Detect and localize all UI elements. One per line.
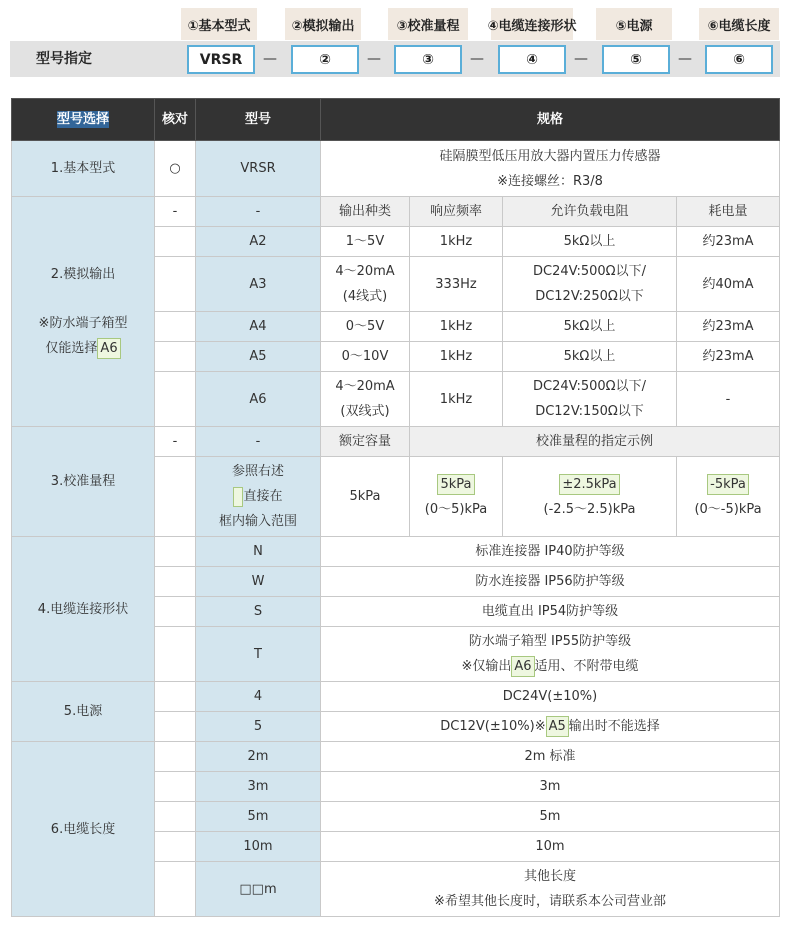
- model-code: W: [196, 567, 321, 597]
- spec-text: 硅隔膜型低压用放大器内置压力传感器: [439, 148, 661, 164]
- hint-text-inline: 直接在: [243, 489, 283, 504]
- spec-cell: [321, 862, 780, 917]
- output-cell: [321, 257, 410, 312]
- highlight-code: A5: [546, 716, 569, 737]
- category-analog: [12, 197, 155, 427]
- frequency-cell: 1kHz: [410, 372, 503, 427]
- spec-header-cable: ④电缆连接形状: [491, 8, 573, 40]
- spec-header-basic: ①基本型式: [181, 8, 257, 40]
- check-cell[interactable]: [155, 312, 196, 342]
- highlight-code: A6: [97, 338, 120, 359]
- spec-box-length[interactable]: ⑥: [705, 45, 773, 74]
- separator-dash: —: [678, 51, 692, 67]
- model-code: A4: [196, 312, 321, 342]
- separator-dash: —: [574, 51, 588, 67]
- spec-box-power[interactable]: ⑤: [602, 45, 670, 74]
- col-header-spec: 规格: [321, 99, 780, 141]
- output-cell: 0～5V: [321, 312, 410, 342]
- model-code: A5: [196, 342, 321, 372]
- category-note: [15, 336, 151, 361]
- example-cell: [677, 457, 780, 537]
- power-cell: 约23mA: [677, 342, 780, 372]
- check-cell[interactable]: [155, 682, 196, 712]
- category-cable: 4.电缆连接形状: [12, 537, 155, 682]
- subheader-frequency: 响应频率: [410, 197, 503, 227]
- category-power: 5.电源: [12, 682, 155, 742]
- check-cell[interactable]: [155, 597, 196, 627]
- load-text: DC12V:250Ω以下: [535, 289, 644, 304]
- model-code: 5: [196, 712, 321, 742]
- output-cell: 0～10V: [321, 342, 410, 372]
- spec-cell: [321, 627, 780, 682]
- output-text: 4～20mA: [335, 264, 395, 279]
- power-cell: 约23mA: [677, 312, 780, 342]
- spec-header-analog: ②模拟输出: [285, 8, 361, 40]
- hint-text: 参照右述: [231, 464, 284, 479]
- model-cell: -: [196, 427, 321, 457]
- example-cell: [503, 457, 677, 537]
- note-text: 输出时不能选择: [568, 719, 660, 734]
- check-basic[interactable]: ○: [155, 141, 196, 197]
- power-cell: -: [677, 372, 780, 427]
- spec-cell: [321, 712, 780, 742]
- subheader-output: 输出种类: [321, 197, 410, 227]
- model-code: 5m: [196, 802, 321, 832]
- power-cell: 约23mA: [677, 227, 780, 257]
- separator-dash: —: [470, 51, 484, 67]
- model-code: 4: [196, 682, 321, 712]
- spec-cell: 标准连接器 IP40防护等级: [321, 537, 780, 567]
- frequency-cell: 1kHz: [410, 312, 503, 342]
- separator-dash: —: [263, 51, 277, 67]
- check-cell[interactable]: [155, 372, 196, 427]
- example-range: (0～5)kPa: [424, 501, 488, 517]
- frequency-cell: 1kHz: [410, 227, 503, 257]
- example-value: 5kPa: [437, 474, 474, 495]
- spec-basic: [321, 141, 780, 197]
- power-cell: 约40mA: [677, 257, 780, 312]
- check-cell[interactable]: [155, 742, 196, 772]
- spec-header-calib: ③校准量程: [388, 8, 468, 40]
- output-cell: [321, 372, 410, 427]
- calib-input-hint: [196, 457, 321, 537]
- subheader-rated: 额定容量: [321, 427, 410, 457]
- spec-text: 其他长度: [524, 869, 577, 884]
- check-cell[interactable]: [155, 342, 196, 372]
- spec-box-calib[interactable]: ③: [394, 45, 462, 74]
- model-code: S: [196, 597, 321, 627]
- spec-text: ※希望其他长度时，请联系本公司营业部: [434, 894, 666, 909]
- model-code: A3: [196, 257, 321, 312]
- subheader-load: 允许负载电阻: [503, 197, 677, 227]
- note-text: 适用、不附带电缆: [534, 659, 639, 674]
- col-header-select: [12, 99, 155, 141]
- spec-box-cable[interactable]: ④: [498, 45, 566, 74]
- spec-header-power: ⑤电源: [596, 8, 672, 40]
- model-spec-row: [10, 41, 780, 77]
- example-range: (0～-5)kPa: [694, 501, 762, 517]
- check-cell[interactable]: [155, 227, 196, 257]
- load-cell: 5kΩ以上: [503, 227, 677, 257]
- note-text: DC12V(±10%)※: [440, 719, 546, 734]
- spec-cell: 2m 标准: [321, 742, 780, 772]
- load-cell: [503, 257, 677, 312]
- load-text: DC24V:500Ω以下/: [533, 264, 646, 279]
- hint-text: [199, 484, 317, 509]
- category-basic: 1.基本型式: [12, 141, 155, 197]
- example-range: (-2.5～2.5)kPa: [543, 501, 636, 517]
- check-cell[interactable]: [155, 832, 196, 862]
- spec-cell: DC24V(±10%): [321, 682, 780, 712]
- spec-cell: 3m: [321, 772, 780, 802]
- spec-text: ※连接螺丝：R3/8: [497, 173, 603, 189]
- check-cell[interactable]: [155, 567, 196, 597]
- load-cell: 5kΩ以上: [503, 312, 677, 342]
- check-cell[interactable]: [155, 457, 196, 537]
- check-cell[interactable]: [155, 627, 196, 682]
- model-code: □□m: [196, 862, 321, 917]
- spec-text: [324, 654, 776, 679]
- frequency-cell: 333Hz: [410, 257, 503, 312]
- model-code: VRSR: [196, 141, 321, 197]
- category-note: ※防水端子箱型: [38, 316, 128, 331]
- check-cell: -: [155, 427, 196, 457]
- output-text: (双线式): [340, 404, 390, 419]
- col-header-model: 型号: [196, 99, 321, 141]
- output-text: (4线式): [342, 289, 388, 304]
- model-code: 3m: [196, 772, 321, 802]
- col-header-select-label: 型号选择: [56, 112, 109, 127]
- hint-text: 框内输入范围: [218, 514, 297, 529]
- range-input-box[interactable]: [233, 487, 243, 507]
- rated-cell: 5kPa: [321, 457, 410, 537]
- load-text: DC24V:500Ω以下/: [533, 379, 646, 394]
- spec-box-basic[interactable]: VRSR: [187, 45, 255, 74]
- col-header-check: 核对: [155, 99, 196, 141]
- output-text: 4～20mA: [335, 379, 395, 394]
- model-code: A2: [196, 227, 321, 257]
- load-text: DC12V:150Ω以下: [535, 404, 644, 419]
- model-code: 10m: [196, 832, 321, 862]
- subheader-power: 耗电量: [677, 197, 780, 227]
- subheader-example: 校准量程的指定示例: [410, 427, 780, 457]
- example-value: ±2.5kPa: [559, 474, 619, 495]
- model-code: N: [196, 537, 321, 567]
- check-cell[interactable]: [155, 537, 196, 567]
- load-cell: 5kΩ以上: [503, 342, 677, 372]
- model-code: 2m: [196, 742, 321, 772]
- model-code: T: [196, 627, 321, 682]
- example-value: -5kPa: [707, 474, 749, 495]
- check-cell[interactable]: [155, 862, 196, 917]
- spec-cell: 电缆直出 IP54防护等级: [321, 597, 780, 627]
- example-cell: [410, 457, 503, 537]
- category-length: 6.电缆长度: [12, 742, 155, 917]
- check-cell[interactable]: [155, 257, 196, 312]
- spec-cell: 10m: [321, 832, 780, 862]
- category-calib: 3.校准量程: [12, 427, 155, 537]
- check-cell[interactable]: [155, 802, 196, 832]
- note-text: 仅能选择: [45, 341, 98, 356]
- frequency-cell: 1kHz: [410, 342, 503, 372]
- model-spec-label: 型号指定: [36, 51, 92, 67]
- spec-text: 防水端子箱型 IP55防护等级: [468, 634, 632, 649]
- spec-cell: 防水连接器 IP56防护等级: [321, 567, 780, 597]
- model-code: A6: [196, 372, 321, 427]
- model-selection-table: [11, 98, 780, 917]
- output-cell: 1～5V: [321, 227, 410, 257]
- check-cell[interactable]: [155, 772, 196, 802]
- separator-dash: —: [367, 51, 381, 67]
- load-cell: [503, 372, 677, 427]
- check-cell[interactable]: [155, 712, 196, 742]
- model-cell: -: [196, 197, 321, 227]
- highlight-code: A6: [511, 656, 534, 677]
- category-label: 2.模拟输出: [50, 267, 116, 282]
- spec-cell: 5m: [321, 802, 780, 832]
- spec-box-analog[interactable]: ②: [291, 45, 359, 74]
- check-cell: -: [155, 197, 196, 227]
- spec-header-length: ⑥电缆长度: [699, 8, 779, 40]
- note-text: ※仅输出: [461, 659, 512, 674]
